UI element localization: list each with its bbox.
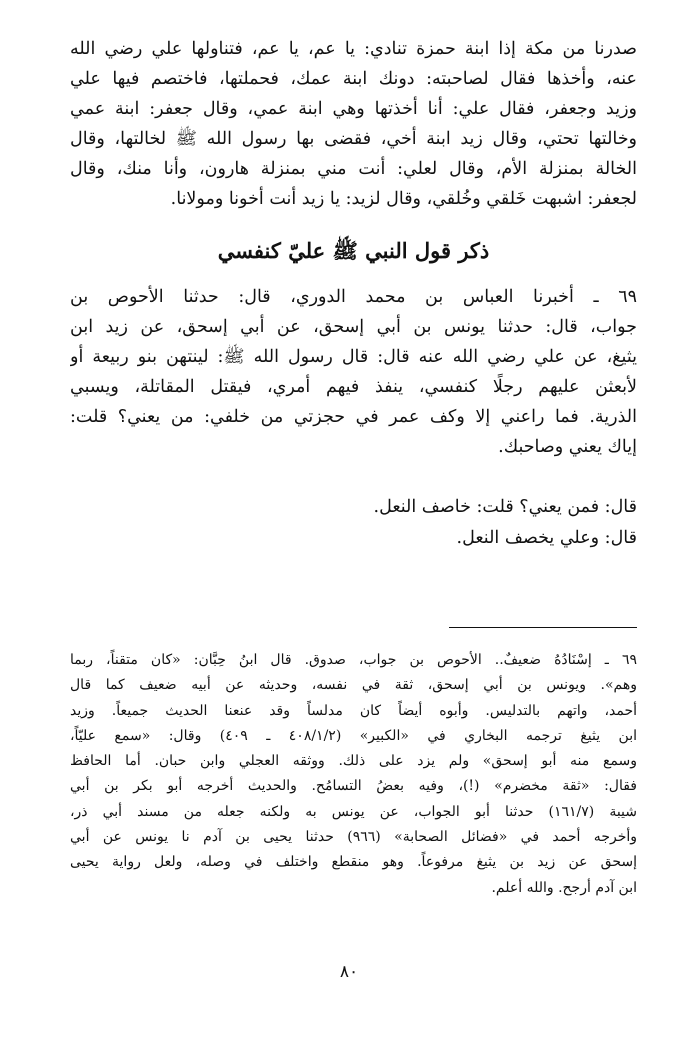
- page-number: ٨٠: [339, 962, 359, 982]
- dialogue-line: قال: وعلي يخصف النعل.: [456, 528, 637, 548]
- text-line: عنه، وأخذها فقال لصاحبته: دونك ابنة عمك، فحملتها، فاختصم فيها علي: [70, 69, 637, 89]
- footnote-line: فقال: «ثقة مخضرم» (!)، وفيه بعضُ التسامُح. والحديث أخرجه أبو بكر بن أبي: [70, 778, 637, 795]
- footnote-divider: [449, 627, 637, 628]
- text-line: يثيغ، عن علي رضي الله عنه قال: قال رسول الله ﷺ: لينتهن بنو ربيعة أو: [70, 347, 637, 367]
- text-line: وزيد وجعفر، فقال علي: أنا أخذتها وهي ابنة عمي، وقال جعفر: ابنة عمي: [70, 99, 637, 119]
- text-line: إياك يعني وصاحبك.: [498, 437, 637, 457]
- hadith-paragraph: [70, 282, 637, 462]
- footnote-line: ابن يثيغ ترجمه البخاري في «الكبير» (٤٠٨/١/٢ ـ ٤٠٩) وقال: «سمع عليّاً،: [70, 727, 637, 744]
- section-heading: ذكر قول النبي ﷺ عليّ كنفسي: [217, 238, 490, 263]
- text-line: وخالتها تحتي، وقال زيد ابنة أخي، فقضى بها رسول الله ﷺ لخالتها، وقال: [70, 129, 637, 149]
- footnote-line: وسمع منه أبو إسحق» ولم يزد على ذلك. ووثقه العجلي وابن حبان. أما الحافظ: [70, 753, 637, 770]
- text-line: ٦٩ ـ أخبرنا العباس بن محمد الدوري، قال: حدثنا الأحوص بن: [70, 287, 637, 307]
- text-line: صدرنا من مكة إذا ابنة حمزة تنادي: يا عم، يا عم، فتناولها علي رضي الله: [70, 39, 637, 59]
- footnote-line: وهم». ويونس بن أبي إسحق، ثقة في نفسه، وحديثه عن أبيه ضعيف كما قال: [70, 677, 637, 694]
- footnote-line: أحمد، واتهم بالتدليس. وأبوه أيضاً كان مدلساً وقد عنعنا الحديث جميعاً. وزيد: [70, 702, 637, 719]
- text-line: جواب، قال: حدثنا يونس بن أبي إسحق، عن أبي إسحق، عن زيد ابن: [70, 317, 637, 337]
- dialogue-block: [70, 492, 637, 554]
- intro-paragraph: [70, 34, 637, 214]
- footnote-line: شيبة (١٦١/٧) حدثنا أبو الجواب، عن يونس به ولكنه جعله من مسند أبي ذر،: [70, 803, 637, 820]
- footnote-line: ابن آدم أرجح. والله أعلم.: [491, 879, 637, 896]
- text-line: لأبعثن عليهم رجلًا كنفسي، ينفذ فيهم أمري، فيقتل المقاتلة، ويسبي: [70, 377, 637, 397]
- footnote: [70, 648, 637, 901]
- footnote-line: وأخرجه أحمد في «فضائل الصحابة» (٩٦٦) حدثنا يحيى بن آدم نا يونس عن أبي: [70, 829, 637, 846]
- text-line: الخالة بمنزلة الأم، وقال لعلي: أنت مني بمنزلة هارون، وأنا منك، وقال: [70, 159, 637, 179]
- main-text: [70, 34, 637, 554]
- text-line: الذرية. فما راعني إلا وكف عمر في حجزتي من خلفي: من يعني؟ قلت:: [70, 407, 637, 427]
- footnote-line: ٦٩ ـ إسْنَادُهُ ضعيفٌ.. الأحوص بن جواب، صدوق. قال ابنُ حِبَّان: «كان متقناً، ربما: [70, 652, 637, 668]
- dialogue-line: قال: فمن يعني؟ قلت: خاصف النعل.: [373, 497, 637, 517]
- footnote-line: إسحق عن زيد بن يثيغ مرفوعاً. وهو منقطع واختلف في وصله، ولعل رواية يحيى: [70, 854, 637, 871]
- text-line: لجعفر: اشبهت خَلقي وخُلقي، وقال لزيد: يا زيد أنت أخونا ومولانا.: [170, 189, 637, 209]
